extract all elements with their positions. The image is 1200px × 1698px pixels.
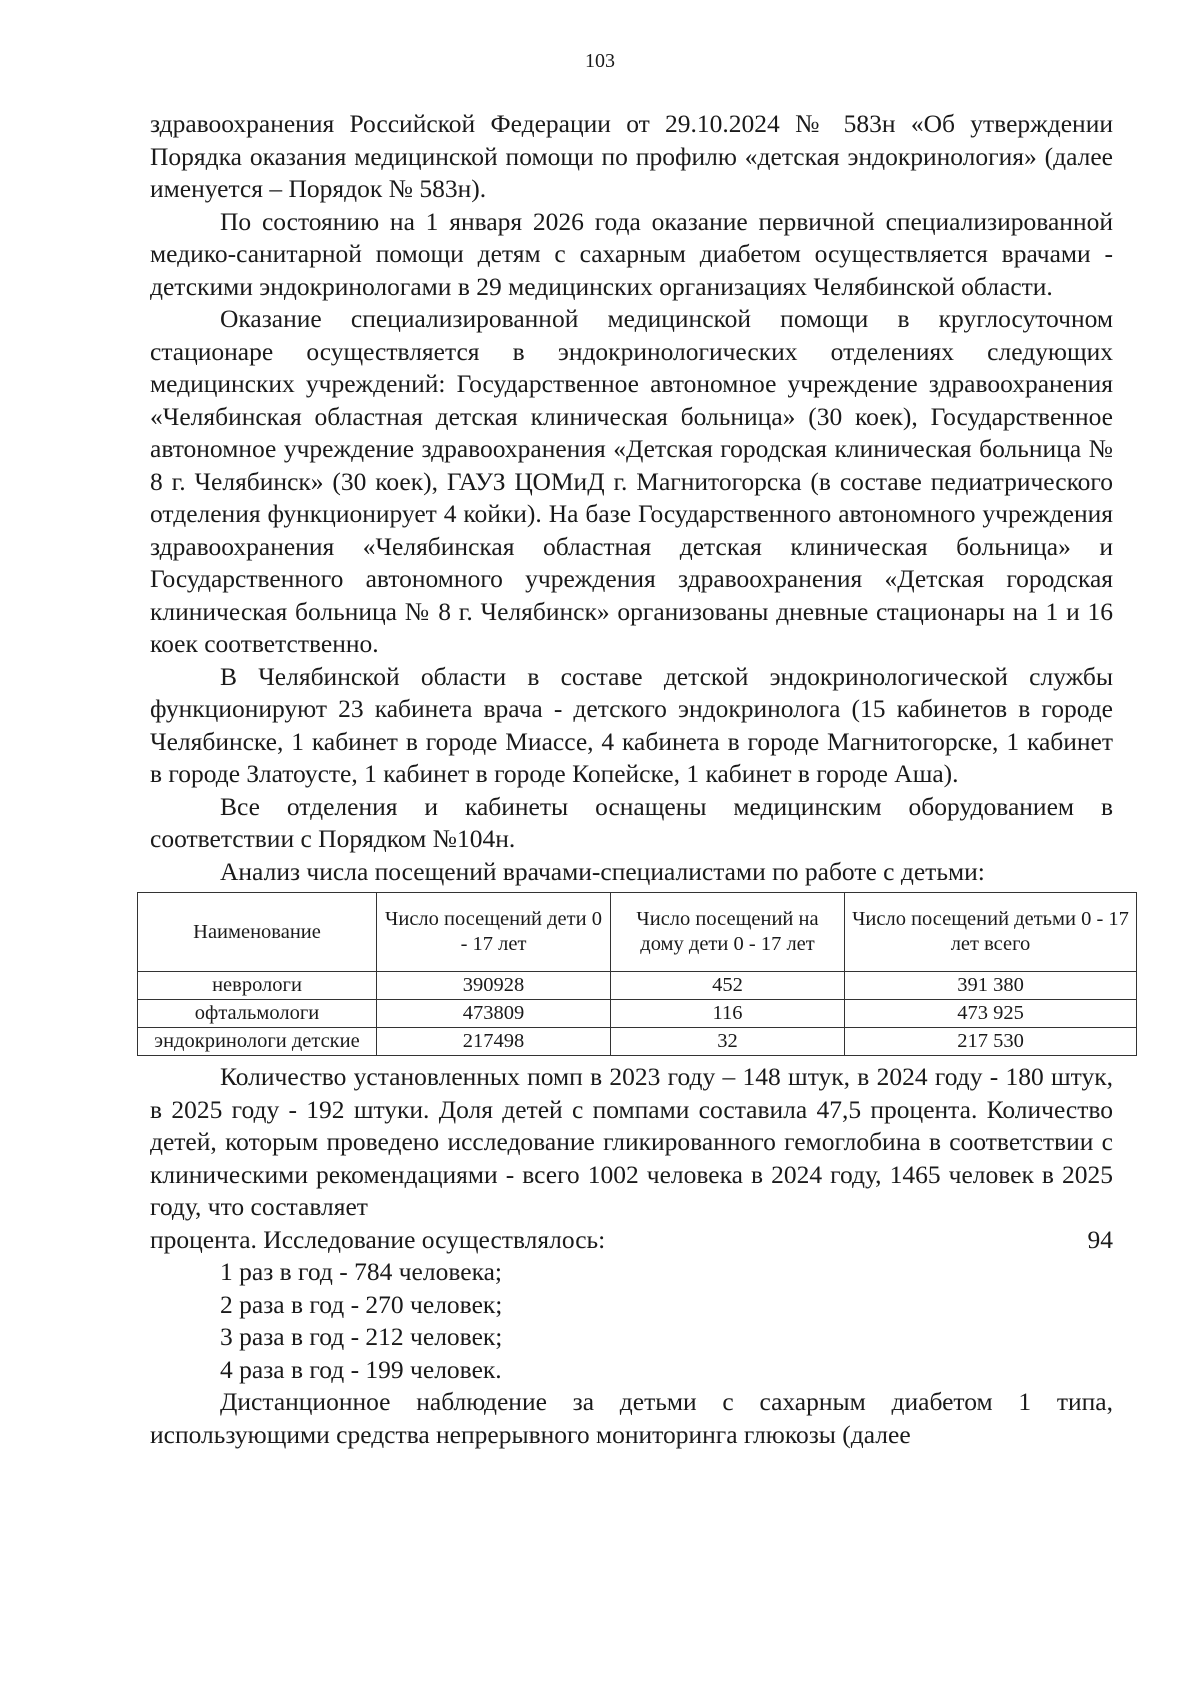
list-item: 4 раза в год - 199 человек. xyxy=(220,1354,502,1384)
cell-total: 473 925 xyxy=(845,1000,1137,1028)
paragraph-6-value: 94 xyxy=(1087,1224,1113,1254)
table-row xyxy=(138,972,1137,1000)
table-caption: Анализ числа посещений врачами-специалистами по работе с детьми: xyxy=(220,856,985,886)
cell-total: 391 380 xyxy=(845,972,1137,1000)
document-body xyxy=(150,108,1129,1451)
cell-name: офтальмологи xyxy=(138,1000,377,1028)
table-row xyxy=(138,1000,1137,1028)
cell-visits: 217498 xyxy=(377,1028,611,1056)
cell-total: 217 530 xyxy=(845,1028,1137,1056)
cell-home-visits: 116 xyxy=(611,1000,845,1028)
paragraph-6-value-row xyxy=(150,1224,1113,1257)
paragraph-6: Количество установленных помп в 2023 году – 148 штук, в 2024 году - 180 штук, в 2025 году - 192 штуки. Доля детей с помпами составила 47,5 процента. Количество детей, которым проведено исследование гликированного гемоглобина в соответствии с клиническими рекомендациями - всего 1002 человека в 2024 году, 1465 человек в 2025 году, что составляет xyxy=(150,1062,1113,1221)
list-item: 1 раз в год - 784 человека; xyxy=(220,1257,502,1286)
paragraph-1: здравоохранения Российской Федерации от 29.10.2024 № 583н «Об утверждении Порядка оказания медицинской помощи по профилю «детская эндокринология» (далее именуется – Порядок № 583н). xyxy=(150,109,1113,203)
cell-home-visits: 32 xyxy=(611,1028,845,1056)
header-total-visits: Число посещений детьми 0 - 17 лет всего xyxy=(845,893,1137,972)
paragraph-6-tail: процента. Исследование осуществлялось: xyxy=(150,1224,606,1254)
cell-name: неврологи xyxy=(138,972,377,1000)
cell-visits: 473809 xyxy=(377,1000,611,1028)
paragraph-2: По состоянию на 1 января 2026 года оказание первичной специализированной медико-санитарной помощи детям с сахарным диабетом осуществляется врачами - детскими эндокринологами в 29 медицинских организациях Челябинской области. xyxy=(150,206,1113,301)
header-home-visits: Число посещений на дому дети 0 - 17 лет xyxy=(611,893,845,972)
cell-home-visits: 452 xyxy=(611,972,845,1000)
list-item: 3 раза в год - 212 человек; xyxy=(220,1322,503,1351)
page-number: 103 xyxy=(585,50,615,72)
header-name: Наименование xyxy=(138,893,377,972)
paragraph-4: В Челябинской области в составе детской эндокринологической службы функционируют 23 кабинета врача - детского эндокринолога (15 кабинетов в городе Челябинске, 1 кабинет в городе Миассе, 4 кабинета в городе Магнитогорске, 1 кабинет в городе Златоусте, 1 кабинет в городе Копейске, 1 кабинет в городе Аша). xyxy=(150,661,1113,788)
paragraph-7: Дистанционное наблюдение за детьми с сахарным диабетом 1 типа, использующими средства непрерывного мониторинга глюкозы (далее xyxy=(150,1387,1113,1449)
paragraph-3: Оказание специализированной медицинской помощи в круглосуточном стационаре осуществляется в эндокринологических отделениях следующих медицинских учреждений: Государственное автономное учреждение здравоохранения «Челябинская областная детская клиническая больница» (30 коек), Государственное автономное учреждение здравоохранения «Детская городская клиническая больница № 8 г. Челябинск» (30 коек), ГАУЗ ЦОМиД г. Магнитогорска (в составе педиатрического отделения функционирует 4 койки). На базе Государственного автономного учреждения здравоохранения «Челябинская областная детская клиническая больница» и Государственного автономного учреждения здравоохранения «Детская городская клиническая больница № 8 г. Челябинск» организованы дневные стационары на 1 и 16 коек соответственно. xyxy=(150,304,1113,658)
list-item: 2 раза в год - 270 человек; xyxy=(220,1289,503,1319)
header-visits: Число посещений дети 0 - 17 лет xyxy=(377,893,611,972)
table-row xyxy=(138,1028,1137,1056)
cell-name: эндокринологи детские xyxy=(138,1028,377,1056)
table-header-row xyxy=(138,893,1137,972)
visits-table xyxy=(137,892,1137,1056)
paragraph-5: Все отделения и кабинеты оснащены медицинским оборудованием в соответствии с Порядком №104н. xyxy=(150,791,1113,853)
cell-visits: 390928 xyxy=(377,972,611,1000)
